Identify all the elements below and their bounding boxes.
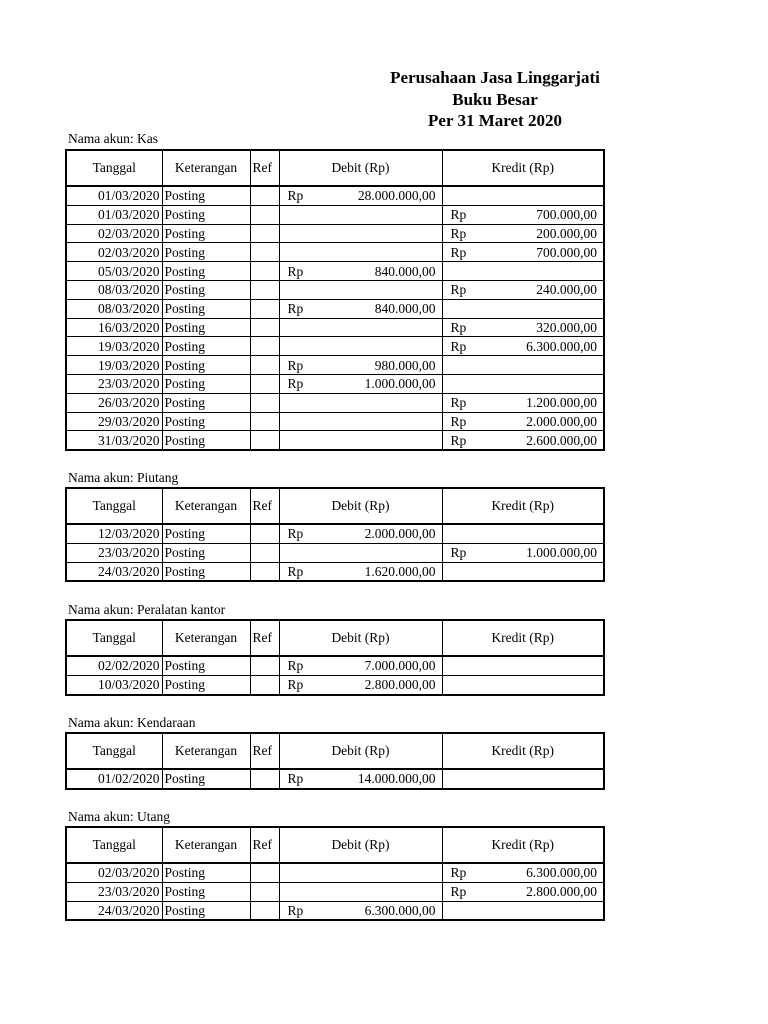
ledger-table-kas (65, 149, 605, 451)
debit-amount: 1.620.000,00 (364, 563, 436, 579)
cell-debit (279, 393, 442, 412)
cell-description: Posting (162, 374, 250, 393)
cell-debit (279, 186, 442, 205)
cell-kredit (442, 280, 604, 299)
report-period: Per 31 Maret 2020 (428, 111, 562, 130)
cell-ref (250, 374, 279, 393)
account-label-utang: Nama akun: Utang (68, 809, 170, 824)
currency-label: Rp (450, 282, 467, 298)
cell-description: Posting (162, 262, 250, 281)
cell-description: Posting (162, 337, 250, 356)
cell-date: 29/03/2020 (66, 412, 162, 431)
cell-debit (279, 769, 442, 789)
cell-description: Posting (162, 356, 250, 375)
cell-date: 02/02/2020 (66, 656, 162, 675)
col-keterangan: Keterangan (162, 620, 250, 656)
currency-label: Rp (287, 263, 304, 279)
col-tanggal: Tanggal (66, 488, 162, 524)
cell-description: Posting (162, 299, 250, 318)
table-row (66, 562, 604, 581)
table-header-row (66, 827, 604, 863)
cell-ref (250, 524, 279, 543)
cell-ref (250, 299, 279, 318)
cell-debit (279, 882, 442, 901)
kredit-amount: 200.000,00 (536, 225, 597, 241)
ledger-table-peralatan-kantor (65, 619, 605, 696)
currency-label: Rp (287, 188, 304, 204)
table-row (66, 299, 604, 318)
cell-ref (250, 243, 279, 262)
cell-description: Posting (162, 318, 250, 337)
kredit-amount: 700.000,00 (536, 244, 597, 260)
currency-label: Rp (287, 376, 304, 392)
cell-date: 19/03/2020 (66, 356, 162, 375)
cell-kredit (442, 543, 604, 562)
cell-kredit (442, 901, 604, 920)
cell-description: Posting (162, 205, 250, 224)
currency-label: Rp (450, 338, 467, 354)
report-header (0, 64, 606, 134)
table-row (66, 863, 604, 882)
cell-debit (279, 205, 442, 224)
cell-description: Posting (162, 243, 250, 262)
table-row (66, 243, 604, 262)
cell-kredit (442, 675, 604, 694)
cell-ref (250, 562, 279, 581)
cell-date: 31/03/2020 (66, 431, 162, 450)
cell-debit (279, 543, 442, 562)
currency-label: Rp (287, 677, 304, 693)
currency-label: Rp (450, 413, 467, 429)
currency-label: Rp (450, 319, 467, 335)
cell-date: 10/03/2020 (66, 675, 162, 694)
col-debit: Debit (Rp) (279, 620, 442, 656)
col-keterangan: Keterangan (162, 827, 250, 863)
report-title: Buku Besar (452, 90, 538, 109)
table-row (66, 901, 604, 920)
cell-debit (279, 412, 442, 431)
kredit-amount: 320.000,00 (536, 319, 597, 335)
col-ref: Ref (250, 150, 279, 186)
cell-debit (279, 431, 442, 450)
cell-ref (250, 431, 279, 450)
cell-ref (250, 224, 279, 243)
kredit-amount: 6.300.000,00 (526, 865, 597, 881)
kredit-amount: 2.600.000,00 (526, 432, 597, 448)
col-keterangan: Keterangan (162, 150, 250, 186)
kredit-amount: 2.800.000,00 (526, 884, 597, 900)
table-row (66, 675, 604, 694)
col-kredit: Kredit (Rp) (442, 620, 604, 656)
cell-ref (250, 543, 279, 562)
cell-description: Posting (162, 863, 250, 882)
cell-ref (250, 656, 279, 675)
currency-label: Rp (450, 865, 467, 881)
cell-description: Posting (162, 543, 250, 562)
cell-kredit (442, 863, 604, 882)
col-ref: Ref (250, 733, 279, 769)
cell-debit (279, 863, 442, 882)
table-row (66, 318, 604, 337)
table-header-row (66, 733, 604, 769)
cell-debit (279, 524, 442, 543)
cell-kredit (442, 524, 604, 543)
cell-kredit (442, 299, 604, 318)
col-debit: Debit (Rp) (279, 150, 442, 186)
currency-label: Rp (287, 563, 304, 579)
currency-label: Rp (287, 902, 304, 918)
cell-date: 02/03/2020 (66, 243, 162, 262)
col-tanggal: Tanggal (66, 827, 162, 863)
ledger-table-piutang (65, 487, 605, 582)
currency-label: Rp (450, 225, 467, 241)
cell-date: 08/03/2020 (66, 299, 162, 318)
currency-label: Rp (450, 432, 467, 448)
cell-kredit (442, 262, 604, 281)
table-row (66, 262, 604, 281)
debit-amount: 840.000,00 (374, 301, 436, 317)
debit-amount: 7.000.000,00 (364, 658, 436, 674)
table-row (66, 412, 604, 431)
debit-amount: 2.000.000,00 (364, 526, 436, 542)
cell-debit (279, 675, 442, 694)
cell-debit (279, 280, 442, 299)
kredit-amount: 2.000.000,00 (526, 413, 597, 429)
account-label-piutang: Nama akun: Piutang (68, 470, 179, 485)
table-row (66, 431, 604, 450)
cell-debit (279, 318, 442, 337)
ledger-table-kendaraan (65, 732, 605, 790)
ledger-table-utang (65, 826, 605, 921)
table-row (66, 356, 604, 375)
account-label-peralatan-kantor: Nama akun: Peralatan kantor (68, 602, 226, 617)
cell-ref (250, 205, 279, 224)
cell-date: 01/02/2020 (66, 769, 162, 789)
table-row (66, 393, 604, 412)
col-kredit: Kredit (Rp) (442, 827, 604, 863)
cell-kredit (442, 431, 604, 450)
currency-label: Rp (450, 244, 467, 260)
cell-ref (250, 901, 279, 920)
col-kredit: Kredit (Rp) (442, 733, 604, 769)
col-debit: Debit (Rp) (279, 488, 442, 524)
cell-description: Posting (162, 186, 250, 205)
cell-ref (250, 675, 279, 694)
cell-description: Posting (162, 412, 250, 431)
cell-ref (250, 356, 279, 375)
cell-date: 01/03/2020 (66, 186, 162, 205)
col-debit: Debit (Rp) (279, 827, 442, 863)
cell-date: 05/03/2020 (66, 262, 162, 281)
debit-amount: 28.000.000,00 (357, 188, 436, 204)
debit-amount: 980.000,00 (374, 357, 436, 373)
cell-ref (250, 262, 279, 281)
cell-description: Posting (162, 656, 250, 675)
cell-description: Posting (162, 901, 250, 920)
table-row (66, 374, 604, 393)
table-row (66, 524, 604, 543)
cell-description: Posting (162, 393, 250, 412)
currency-label: Rp (450, 884, 467, 900)
col-tanggal: Tanggal (66, 620, 162, 656)
kredit-amount: 1.000.000,00 (526, 545, 597, 561)
debit-amount: 2.800.000,00 (364, 677, 436, 693)
cell-description: Posting (162, 675, 250, 694)
table-row (66, 224, 604, 243)
cell-date: 12/03/2020 (66, 524, 162, 543)
cell-debit (279, 224, 442, 243)
cell-date: 19/03/2020 (66, 337, 162, 356)
kredit-amount: 1.200.000,00 (526, 395, 597, 411)
kredit-amount: 700.000,00 (536, 207, 597, 223)
cell-debit (279, 356, 442, 375)
cell-ref (250, 769, 279, 789)
currency-label: Rp (450, 395, 467, 411)
table-row (66, 543, 604, 562)
cell-kredit (442, 337, 604, 356)
cell-debit (279, 262, 442, 281)
cell-ref (250, 412, 279, 431)
col-ref: Ref (250, 827, 279, 863)
cell-description: Posting (162, 224, 250, 243)
cell-ref (250, 186, 279, 205)
cell-date: 01/03/2020 (66, 205, 162, 224)
cell-kredit (442, 882, 604, 901)
table-row (66, 882, 604, 901)
currency-label: Rp (450, 207, 467, 223)
currency-label: Rp (287, 658, 304, 674)
debit-amount: 14.000.000,00 (357, 771, 436, 787)
currency-label: Rp (287, 301, 304, 317)
kredit-amount: 6.300.000,00 (526, 338, 597, 354)
cell-debit (279, 656, 442, 675)
cell-debit (279, 299, 442, 318)
cell-date: 24/03/2020 (66, 901, 162, 920)
col-kredit: Kredit (Rp) (442, 150, 604, 186)
currency-label: Rp (450, 545, 467, 561)
cell-description: Posting (162, 562, 250, 581)
account-label-kas: Nama akun: Kas (68, 131, 158, 146)
cell-kredit (442, 412, 604, 431)
cell-kredit (442, 656, 604, 675)
table-row (66, 205, 604, 224)
cell-ref (250, 280, 279, 299)
cell-kredit (442, 562, 604, 581)
cell-description: Posting (162, 431, 250, 450)
table-row (66, 186, 604, 205)
cell-date: 02/03/2020 (66, 863, 162, 882)
currency-label: Rp (287, 771, 304, 787)
cell-kredit (442, 393, 604, 412)
cell-date: 23/03/2020 (66, 882, 162, 901)
cell-debit (279, 374, 442, 393)
cell-description: Posting (162, 280, 250, 299)
cell-ref (250, 318, 279, 337)
cell-debit (279, 901, 442, 920)
cell-date: 08/03/2020 (66, 280, 162, 299)
col-debit: Debit (Rp) (279, 733, 442, 769)
table-row (66, 769, 604, 789)
col-ref: Ref (250, 620, 279, 656)
cell-description: Posting (162, 882, 250, 901)
cell-kredit (442, 224, 604, 243)
cell-date: 26/03/2020 (66, 393, 162, 412)
cell-ref (250, 393, 279, 412)
cell-date: 16/03/2020 (66, 318, 162, 337)
cell-date: 23/03/2020 (66, 374, 162, 393)
cell-kredit (442, 356, 604, 375)
cell-debit (279, 337, 442, 356)
kredit-amount: 240.000,00 (536, 282, 597, 298)
col-keterangan: Keterangan (162, 488, 250, 524)
cell-kredit (442, 374, 604, 393)
cell-kredit (442, 205, 604, 224)
cell-kredit (442, 318, 604, 337)
col-tanggal: Tanggal (66, 150, 162, 186)
cell-debit (279, 243, 442, 262)
col-tanggal: Tanggal (66, 733, 162, 769)
col-kredit: Kredit (Rp) (442, 488, 604, 524)
table-header-row (66, 150, 604, 186)
cell-kredit (442, 186, 604, 205)
currency-label: Rp (287, 526, 304, 542)
company-name: Perusahaan Jasa Linggarjati (390, 68, 600, 87)
cell-debit (279, 562, 442, 581)
debit-amount: 840.000,00 (374, 263, 436, 279)
table-header-row (66, 488, 604, 524)
table-row (66, 656, 604, 675)
account-label-kendaraan: Nama akun: Kendaraan (68, 715, 196, 730)
col-keterangan: Keterangan (162, 733, 250, 769)
col-ref: Ref (250, 488, 279, 524)
cell-ref (250, 863, 279, 882)
currency-label: Rp (287, 357, 304, 373)
cell-date: 24/03/2020 (66, 562, 162, 581)
table-header-row (66, 620, 604, 656)
debit-amount: 1.000.000,00 (364, 376, 436, 392)
cell-kredit (442, 243, 604, 262)
cell-ref (250, 882, 279, 901)
table-row (66, 337, 604, 356)
cell-kredit (442, 769, 604, 789)
cell-description: Posting (162, 769, 250, 789)
cell-date: 23/03/2020 (66, 543, 162, 562)
cell-ref (250, 337, 279, 356)
debit-amount: 6.300.000,00 (364, 902, 436, 918)
cell-description: Posting (162, 524, 250, 543)
table-row (66, 280, 604, 299)
cell-date: 02/03/2020 (66, 224, 162, 243)
